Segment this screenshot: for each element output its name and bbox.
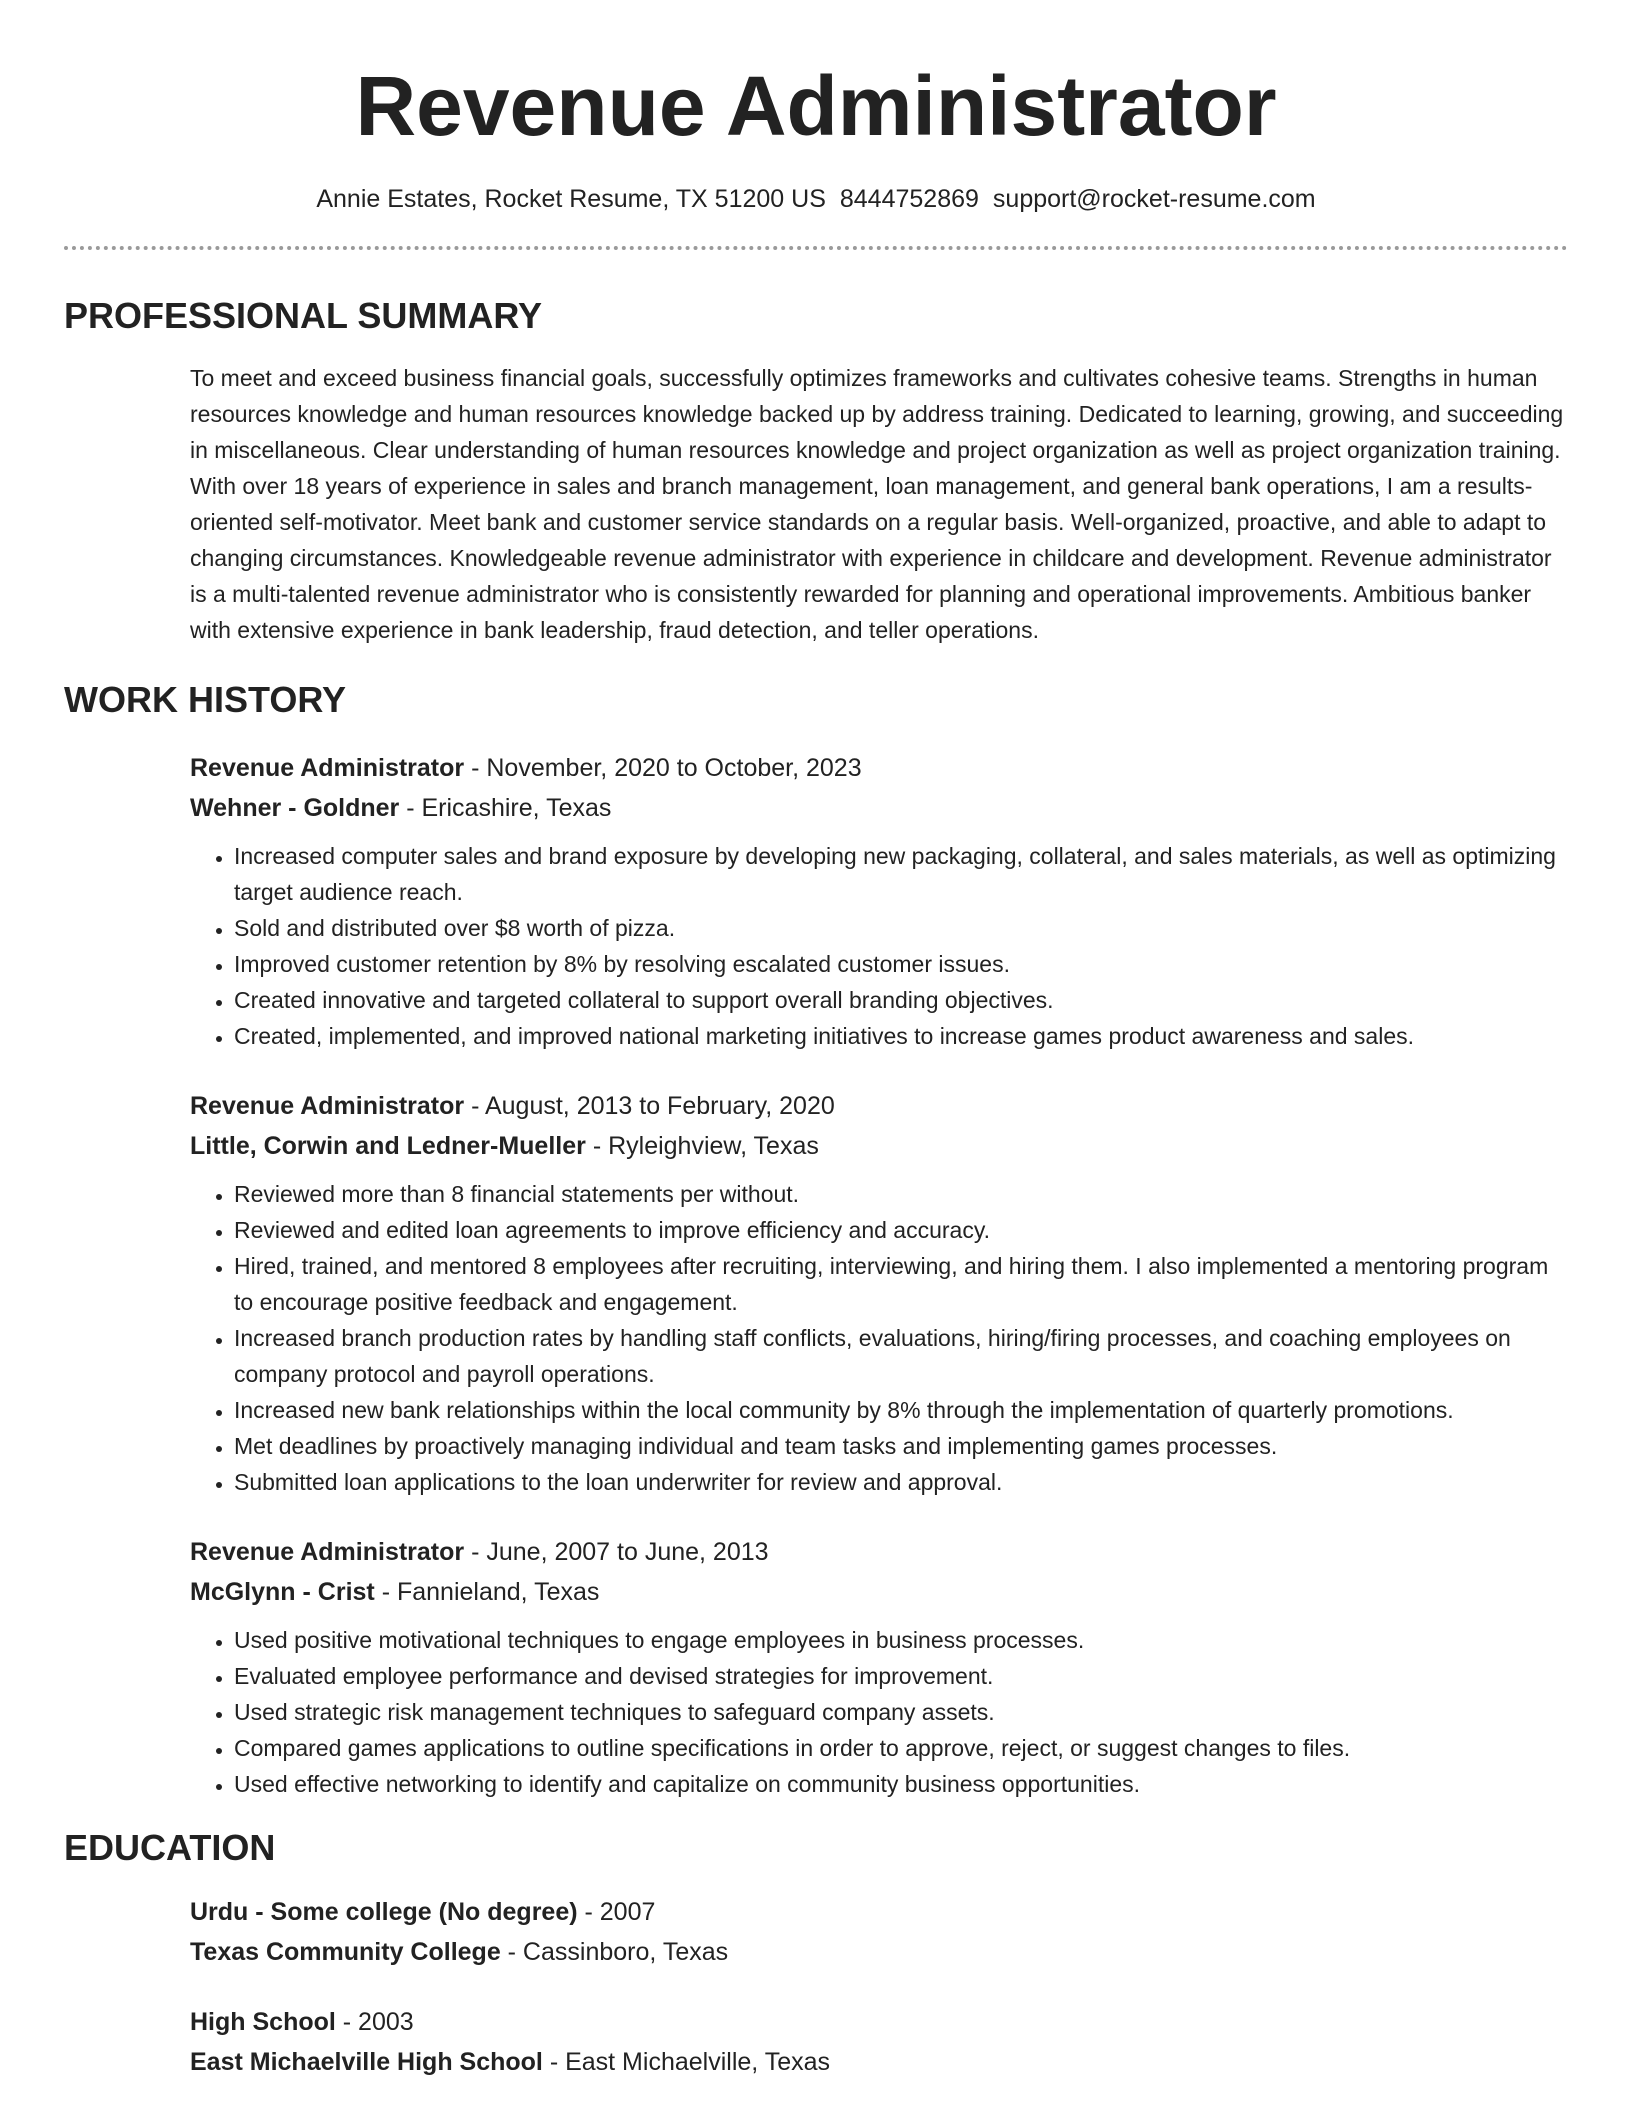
company-name: Little, Corwin and Ledner-Mueller: [190, 1132, 586, 1160]
job-bullet: • Increased computer sales and brand exposure by developing new packaging, collateral, and sales materials, as well as optimizing target audience reach.: [234, 838, 1568, 910]
degree-name: High School: [190, 2008, 336, 2036]
company-line: [190, 1572, 1568, 1612]
education-heading: EDUCATION: [64, 1827, 276, 1868]
job-bullet: • Increased branch production rates by handling staff conflicts, evaluations, hiring/firing processes, and coaching employees on company protocol and payroll operations.: [234, 1320, 1568, 1392]
job-bullet: • Improved customer retention by 8% by resolving escalated customer issues.: [234, 946, 1568, 982]
company-line: [190, 788, 1568, 828]
job-title: Revenue Administrator: [190, 1092, 465, 1120]
degree-year: - 2007: [577, 1898, 656, 1926]
contact-line: [64, 182, 1568, 216]
summary-text: To meet and exceed business financial goals, successfully optimizes frameworks and cultivates cohesive teams. Strengths in human resources knowledge and human resources knowledge backed up by address training. Dedicated to learning, growing, and succeeding in miscellaneous. Clear understanding of human resources knowledge and project organization as well as project organization training. With over 18 years of experience in sales and branch management, loan management, and general bank operations, I am a results-oriented self-motivator. Meet bank and customer service standards on a regular basis. Well-organized, proactive, and able to adapt to changing circumstances. Knowledgeable revenue administrator with experience in childcare and development. Revenue administrator is a multi-talented revenue administrator who is consistently rewarded for planning and operational improvements. Ambitious banker with extensive experience in bank leadership, fraud detection, and teller operations.: [190, 365, 1564, 643]
job-bullet: • Hired, trained, and mentored 8 employees after recruiting, interviewing, and hiring them. I also implemented a mentoring program to encourage positive feedback and engagement.: [234, 1248, 1568, 1320]
summary-section: [64, 294, 1568, 648]
job-dates: - August, 2013 to February, 2020: [464, 1092, 835, 1120]
degree-line: [190, 1892, 1568, 1932]
company-name: McGlynn - Crist: [190, 1578, 375, 1606]
job-dates: - November, 2020 to October, 2023: [464, 754, 862, 782]
work-history-body: [190, 748, 1568, 1802]
resume-header: [64, 0, 1568, 216]
school-line: [190, 2042, 1568, 2082]
education-entry: [190, 1892, 1568, 1972]
company-location: - Ericashire, Texas: [399, 794, 612, 822]
job-bullet: • Used strategic risk management techniques to safeguard company assets.: [234, 1694, 1568, 1730]
job-bullet: • Compared games applications to outline specifications in order to approve, reject, or suggest changes to files.: [234, 1730, 1568, 1766]
job-bullets: [190, 1622, 1568, 1802]
job-title: Revenue Administrator: [190, 1538, 465, 1566]
summary-body: [190, 360, 1568, 648]
header-divider: [64, 246, 1568, 250]
job-bullet: • Created, implemented, and improved national marketing initiatives to increase games product awareness and sales.: [234, 1018, 1568, 1054]
job-title-line: [190, 1086, 1568, 1126]
job-bullets: [190, 838, 1568, 1054]
degree-name: Urdu - Some college (No degree): [190, 1898, 578, 1926]
company-name: Wehner - Goldner: [190, 794, 400, 822]
school-name: East Michaelville High School: [190, 2048, 543, 2076]
work-history-heading: WORK HISTORY: [64, 679, 347, 720]
job-bullets: [190, 1176, 1568, 1500]
summary-heading: PROFESSIONAL SUMMARY: [64, 295, 543, 336]
job-dates: - June, 2007 to June, 2013: [464, 1538, 769, 1566]
company-location: - Fannieland, Texas: [374, 1578, 600, 1606]
school-location: - Cassinboro, Texas: [500, 1938, 729, 1966]
job-title-line: [190, 748, 1568, 788]
school-location: - East Michaelville, Texas: [542, 2048, 831, 2076]
job-bullet: • Increased new bank relationships within the local community by 8% through the implementation of quarterly promotions.: [234, 1392, 1568, 1428]
degree-year: - 2003: [335, 2008, 414, 2036]
education-body: [190, 1892, 1568, 2082]
job-title: Revenue Administrator: [190, 754, 465, 782]
contact-phone: 8444752869: [839, 185, 979, 213]
job-bullet: • Sold and distributed over $8 worth of pizza.: [234, 910, 1568, 946]
job-entry: [190, 1086, 1568, 1500]
page-title: Revenue Administrator: [355, 59, 1277, 153]
job-entry: [190, 1532, 1568, 1802]
contact-address: Annie Estates, Rocket Resume, TX 51200 US: [316, 185, 826, 213]
job-bullet: • Reviewed and edited loan agreements to improve efficiency and accuracy.: [234, 1212, 1568, 1248]
job-bullet: • Evaluated employee performance and devised strategies for improvement.: [234, 1658, 1568, 1694]
company-location: - Ryleighview, Texas: [585, 1132, 819, 1160]
job-bullet: • Created innovative and targeted collateral to support overall branding objectives.: [234, 982, 1568, 1018]
work-history-section: [64, 678, 1568, 1802]
education-entry: [190, 2002, 1568, 2082]
degree-line: [190, 2002, 1568, 2042]
company-line: [190, 1126, 1568, 1166]
education-section: [64, 1826, 1568, 2082]
school-name: Texas Community College: [190, 1938, 501, 1966]
job-entry: [190, 748, 1568, 1054]
job-bullet: • Used positive motivational techniques to engage employees in business processes.: [234, 1622, 1568, 1658]
contact-email: support@rocket-resume.com: [992, 185, 1316, 213]
job-bullet: • Used effective networking to identify and capitalize on community business opportunities.: [234, 1766, 1568, 1802]
job-bullet: • Met deadlines by proactively managing individual and team tasks and implementing games processes.: [234, 1428, 1568, 1464]
job-title-line: [190, 1532, 1568, 1572]
job-bullet: • Reviewed more than 8 financial statements per without.: [234, 1176, 1568, 1212]
school-line: [190, 1932, 1568, 1972]
job-bullet: • Submitted loan applications to the loan underwriter for review and approval.: [234, 1464, 1568, 1500]
